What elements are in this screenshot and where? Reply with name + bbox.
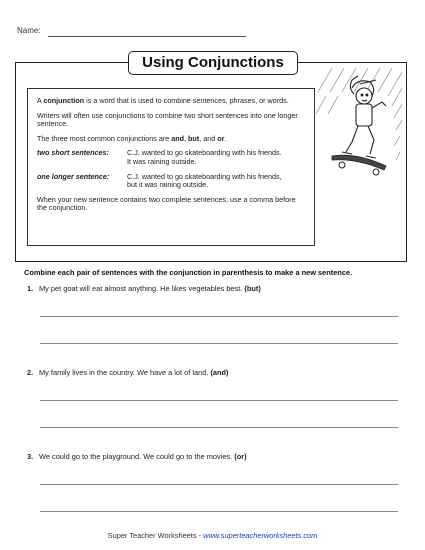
skateboard [332,155,386,175]
skateboarder-figure [342,76,386,158]
skateboarder-in-rain-illustration [312,66,404,188]
intro-box [27,88,315,246]
answer-line-1a[interactable] [40,316,398,317]
common-end: . [224,133,227,143]
instructions: Combine each pair of sentences with the conjunction in parenthesis to make a new sentence. [24,268,353,277]
intro-common [37,135,306,144]
page-title: Using Conjunctions [128,51,298,75]
question-1 [27,284,261,293]
footer-dash: - [196,531,204,540]
footer-site-name: Super Teacher Worksheets [107,531,197,540]
example-short [37,149,306,166]
question-text: We could go to the playground. We could go to the movies. [39,452,233,461]
example-short-text [127,149,306,166]
question-number: 1. [27,284,34,293]
question-conjunction: (or) [234,452,247,461]
question-3 [27,452,247,461]
name-line[interactable] [48,36,246,37]
def-term: conjunction [43,96,85,105]
answer-line-2b[interactable] [40,427,398,428]
ex2-line2: but it was raining outside. [127,180,209,190]
sep-2: , and [199,133,218,143]
common-pre: The three most common conjunctions are [37,133,172,143]
footer-url[interactable]: www.superteacherworksheets.com [203,531,318,540]
ex1-line2: It was raining outside. [127,156,197,166]
example-long [37,173,306,190]
answer-line-3a[interactable] [40,484,398,485]
question-2 [27,368,229,377]
question-text: My pet goat will eat almost anything. He likes vegetables best. [39,284,243,293]
question-text: My family lives in the country. We have a lot of land. [39,368,209,377]
footer [0,531,425,540]
question-conjunction: (but) [244,284,261,293]
conj-and: and [171,133,185,143]
question-conjunction: (and) [210,368,229,377]
def-pre: A [37,96,44,105]
intro-definition [37,97,306,106]
ex2-line1: C.J. wanted to go skateboarding with his friends, [127,171,282,181]
intro-comma-rule: When your new sentence contains two complete sentences, use a comma before the conjunction. [37,194,296,213]
ex1-line1: C.J. wanted to go skateboarding with his friends. [127,148,282,158]
example-long-text [127,173,306,190]
conj-or: or [217,133,225,143]
def-post: is a word that is used to combine sentences, phrases, or words. [84,96,289,105]
conj-but: but [188,133,200,143]
question-number: 2. [27,368,34,377]
sep-1: , [184,133,189,143]
example-short-label: two short sentences: [37,148,109,158]
answer-line-3b[interactable] [40,511,398,512]
example-long-label: one longer sentence: [37,171,110,181]
intro-writers: Writers will often use conjunctions to combine two short sentences into one longer sentence. [37,110,298,129]
name-label: Name: [17,26,41,35]
answer-line-1b[interactable] [40,343,398,344]
answer-line-2a[interactable] [40,400,398,401]
question-number: 3. [27,452,34,461]
